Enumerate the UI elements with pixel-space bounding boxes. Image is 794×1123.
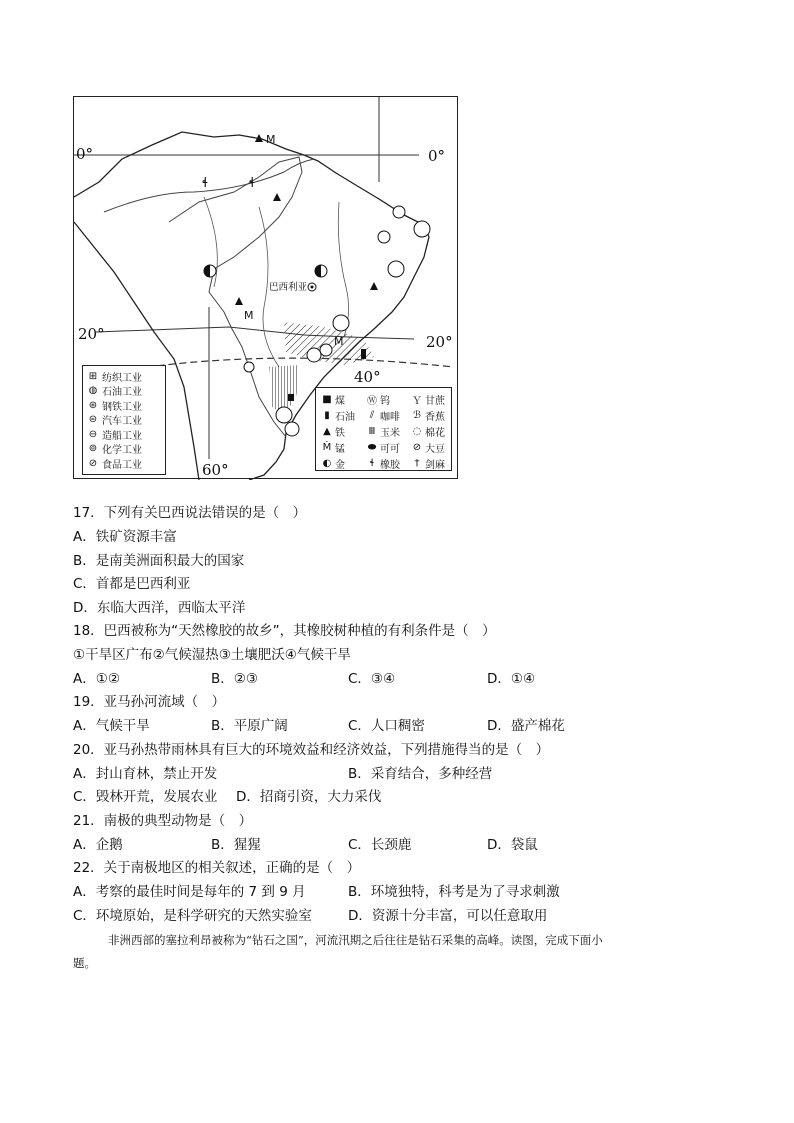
petroleum-icon: ◍ <box>88 385 98 397</box>
tungsten-icon: Ⓦ <box>367 396 377 407</box>
textile-icon: ⊞ <box>88 370 98 382</box>
question-19-option-b: B．平原广阔 <box>211 718 288 734</box>
question-17-option-b: B．是南美洲面积最大的国家 <box>73 553 245 569</box>
food-symbol-2 <box>285 422 299 436</box>
shipbuilding-icon: ⊖ <box>88 428 98 440</box>
legend-label: 可可 <box>380 444 400 455</box>
legend-row <box>87 369 161 384</box>
capital-label: 巴西利亚 <box>269 282 308 293</box>
sisal-icon: † <box>414 458 420 469</box>
question-18-stem: 18．巴西被称为“天然橡胶的故乡”，其橡胶树种植的有利条件是（ ） <box>73 623 496 639</box>
legend-label: 食品工业 <box>102 459 142 471</box>
legend-label: 大豆 <box>425 444 445 455</box>
legend-cell <box>321 424 345 439</box>
rubber-icon: ɬ <box>369 458 375 469</box>
resource-legend <box>315 387 452 471</box>
legend-row <box>87 398 161 413</box>
legend-label: 化学工业 <box>102 445 142 457</box>
legend-cell <box>366 456 400 471</box>
sugarcane-icon: Ｙ <box>412 396 422 407</box>
chemical-icon: ⊚ <box>88 443 98 455</box>
svg-text:M: M <box>334 335 344 348</box>
textile-symbol <box>388 261 404 277</box>
auto-symbol <box>320 344 332 356</box>
question-17-stem: 17．下列有关巴西说法错误的是（ ） <box>73 505 307 521</box>
steel-symbol <box>307 348 321 362</box>
legend-cell <box>321 408 355 423</box>
gold-icon: ◐ <box>322 458 332 469</box>
legend-cell <box>366 424 400 439</box>
question-22-option-b: B．环境独特，科考是为了寻求刺激 <box>348 884 560 900</box>
question-19-option-a: A．气候干旱 <box>73 718 150 734</box>
legend-cell <box>411 440 445 455</box>
cocoa-icon: ⬬ <box>367 442 377 453</box>
legend-label: 橡胶 <box>380 460 400 471</box>
lon-label-60: 60° <box>202 461 229 479</box>
iron-symbol-2 <box>273 193 281 201</box>
legend-label: 铁 <box>335 428 345 439</box>
banana-icon: ℬ <box>413 410 421 421</box>
legend-label: 咖啡 <box>380 412 400 423</box>
legend-label: 剑麻 <box>425 460 445 471</box>
textile-symbol-2 <box>333 315 349 331</box>
legend-label: 石油工业 <box>102 387 142 399</box>
food-icon: ⊘ <box>88 457 98 469</box>
legend-label: 石油 <box>335 412 355 423</box>
legend-label: 汽车工业 <box>102 416 142 428</box>
legend-label: 锰 <box>335 444 345 455</box>
legend-label: 钨 <box>380 396 390 407</box>
question-18-option-a: A．①② <box>73 671 120 687</box>
coffee-region <box>284 322 374 365</box>
legend-row <box>87 442 161 457</box>
question-21-stem: 21．南极的典型动物是（ ） <box>73 813 253 829</box>
legend-label: 棉花 <box>425 428 445 439</box>
question-18-conditions: ①干旱区广布②气候湿热③土壤肥沃④气候干旱 <box>73 647 351 663</box>
legend-label: 甘蔗 <box>425 396 445 407</box>
coffee-icon: ⫽ <box>369 410 375 421</box>
legend-label: 纺织工业 <box>102 372 142 384</box>
steel-icon: ⊛ <box>88 399 98 411</box>
iron-icon: ▲ <box>323 426 331 437</box>
svg-text:M: M <box>266 133 276 146</box>
svg-text:M: M <box>244 309 254 322</box>
question-18-option-c: C．③④ <box>348 671 396 687</box>
legend-cell <box>366 392 390 407</box>
question-21-option-b: B．猩猩 <box>211 837 261 853</box>
brazil-resource-map <box>73 96 458 479</box>
coal-icon: ■ <box>322 394 332 405</box>
question-17-option-c: C．首都是巴西利亚 <box>73 576 191 592</box>
question-22-option-c: C．环境原始，是科学研究的天然实验室 <box>73 908 312 924</box>
oil-icon: ▮ <box>324 410 330 421</box>
legend-label: 钢铁工业 <box>102 401 142 413</box>
legend-label: 金 <box>335 460 345 471</box>
lat-label-0-west: 0° <box>76 145 94 163</box>
legend-cell <box>411 424 445 439</box>
legend-row <box>87 384 161 399</box>
legend-label: 香蕉 <box>425 412 445 423</box>
question-17-option-a: A．铁矿资源丰富 <box>73 529 177 545</box>
question-21-option-a: A．企鹅 <box>73 837 123 853</box>
passage-line-2: 题。 <box>73 956 96 970</box>
question-22-option-d: D．资源十分丰富，可以任意取用 <box>348 908 548 924</box>
question-20-option-b: B．采育结合，多种经营 <box>348 766 493 782</box>
svg-text:ɬ: ɬ <box>249 176 256 191</box>
lat-label-20-east: 20° <box>426 333 453 351</box>
cotton-icon: ◌ <box>412 426 422 437</box>
legend-label: 玉米 <box>380 428 400 439</box>
question-18-option-d: D．①④ <box>487 671 536 687</box>
lat-label-20-west: 20° <box>78 325 105 343</box>
tungsten-symbol <box>393 206 405 218</box>
question-19-stem: 19．亚马孙河流域（ ） <box>73 694 226 710</box>
amazon-river <box>104 159 314 212</box>
oil-symbol <box>361 349 366 359</box>
question-19-option-c: C．人口稠密 <box>348 718 425 734</box>
legend-cell <box>411 392 445 407</box>
cotton-symbol <box>378 231 390 243</box>
question-18-option-b: B．②③ <box>211 671 258 687</box>
coal-symbol <box>288 394 294 401</box>
food-symbol <box>414 221 430 237</box>
lat-label-0-east: 0° <box>428 147 446 165</box>
lon-label-40: 40° <box>354 368 381 386</box>
iron-symbol-4 <box>370 282 378 290</box>
soybean-icon: ⊘ <box>412 442 422 453</box>
question-20-option-d: D．招商引资，大力采伐 <box>236 789 382 805</box>
question-17-option-d: D．东临大西洋，西临太平洋 <box>73 600 246 616</box>
iron-symbol-3 <box>235 297 243 305</box>
manganese-icon: Ṁ <box>322 442 332 453</box>
corn-icon: Ⅲ <box>368 426 376 437</box>
chemical-symbol <box>276 407 292 423</box>
legend-cell <box>321 456 345 471</box>
question-19-option-d: D．盛产棉花 <box>487 718 565 734</box>
legend-cell <box>411 456 445 471</box>
passage-line-1: 非洲西部的塞拉利昂被称为“钻石之国”，河流汛期之后往往是钻石采集的高峰。读图，完成下面小 <box>108 933 603 947</box>
legend-cell <box>366 408 400 423</box>
legend-row <box>87 413 161 428</box>
automobile-icon: ⊜ <box>88 414 98 426</box>
question-21-option-c: C．长颈鹿 <box>348 837 412 853</box>
legend-label: 造船工业 <box>102 430 142 442</box>
question-20-option-a: A．封山育林，禁止开发 <box>73 766 218 782</box>
industry-legend <box>82 365 166 475</box>
sun-symbol <box>244 362 254 372</box>
question-20-stem: 20．亚马孙热带雨林具有巨大的环境效益和经济效益，下列措施得当的是（ ） <box>73 742 550 758</box>
legend-cell <box>411 408 445 423</box>
legend-row <box>87 427 161 442</box>
question-20-option-c: C．毁林开荒，发展农业 <box>73 789 218 805</box>
svg-text:ɬ: ɬ <box>202 176 209 191</box>
question-21-option-d: D．袋鼠 <box>487 837 538 853</box>
legend-row <box>87 456 161 471</box>
legend-cell <box>321 392 345 407</box>
legend-label: 煤 <box>335 396 345 407</box>
legend-cell <box>321 440 345 455</box>
question-22-stem: 22．关于南极地区的相关叙述，正确的是（ ） <box>73 860 361 876</box>
question-22-option-a: A．考察的最佳时间是每年的 7 到 9 月 <box>73 884 306 900</box>
legend-cell <box>366 440 400 455</box>
tropic-line <box>96 327 414 339</box>
